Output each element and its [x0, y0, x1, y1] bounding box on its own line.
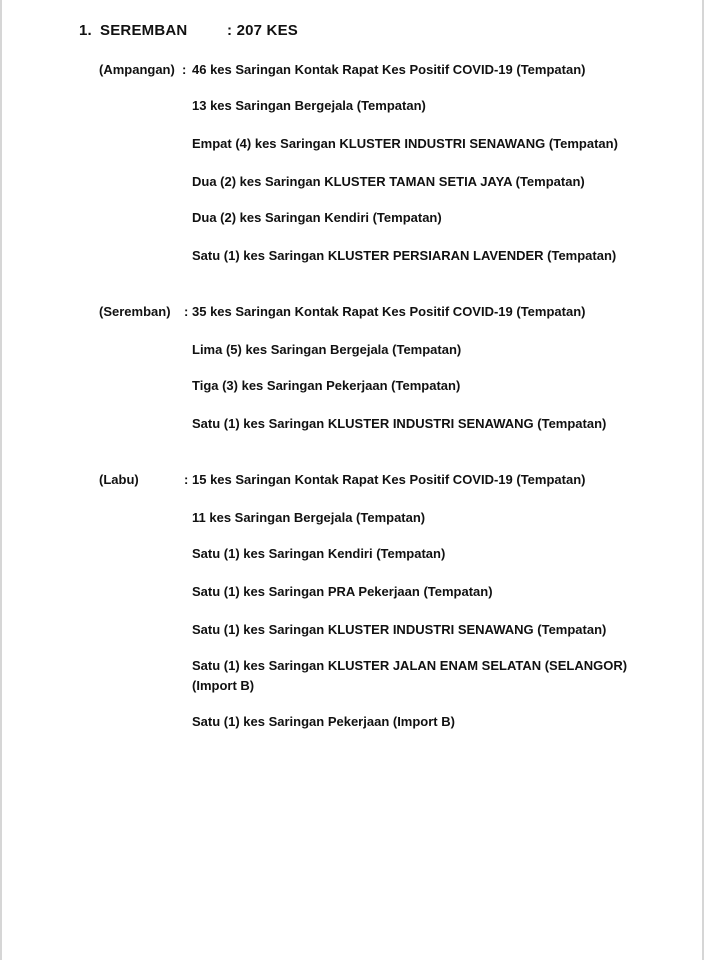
list-item: 11 kes Saringan Bergejala (Tempatan)	[192, 510, 426, 525]
list-item: 46 kes Saringan Kontak Rapat Kes Positif COVID-19 (Tempatan)	[192, 62, 586, 77]
heading-district: SEREMBAN	[100, 22, 188, 39]
list-item: Dua (2) kes Saringan KLUSTER TAMAN SETIA JAYA (Tempatan)	[192, 174, 585, 189]
heading-total: : 207 KES	[227, 22, 298, 39]
list-item: Satu (1) kes Saringan KLUSTER INDUSTRI SENAWANG (Tempatan)	[192, 622, 607, 637]
list-item: Satu (1) kes Saringan PRA Pekerjaan (Tempatan)	[192, 584, 493, 599]
area-colon: :	[184, 472, 189, 487]
heading-number: 1.	[79, 22, 92, 39]
list-item: Lima (5) kes Saringan Bergejala (Tempatan)	[192, 342, 462, 357]
list-item: 15 kes Saringan Kontak Rapat Kes Positif COVID-19 (Tempatan)	[192, 472, 586, 487]
list-item: Satu (1) kes Saringan Pekerjaan (Import B)	[192, 714, 455, 729]
area-label-ampangan: (Ampangan)	[99, 62, 175, 77]
list-item: Dua (2) kes Saringan Kendiri (Tempatan)	[192, 210, 442, 225]
area-label-seremban: (Seremban)	[99, 304, 171, 319]
list-item: Satu (1) kes Saringan Kendiri (Tempatan)	[192, 546, 446, 561]
list-item: Empat (4) kes Saringan KLUSTER INDUSTRI SENAWANG (Tempatan)	[192, 136, 618, 151]
list-item-continuation: (Import B)	[192, 678, 255, 693]
list-item: Satu (1) kes Saringan KLUSTER INDUSTRI SENAWANG (Tempatan)	[192, 416, 607, 431]
list-item: 35 kes Saringan Kontak Rapat Kes Positif COVID-19 (Tempatan)	[192, 304, 586, 319]
list-item: Tiga (3) kes Saringan Pekerjaan (Tempatan)	[192, 378, 461, 393]
list-item: Satu (1) kes Saringan KLUSTER PERSIARAN LAVENDER (Tempatan)	[192, 248, 617, 263]
area-colon: :	[184, 304, 189, 319]
list-item: Satu (1) kes Saringan KLUSTER JALAN ENAM SELATAN (SELANGOR)	[192, 658, 628, 673]
list-item: 13 kes Saringan Bergejala (Tempatan)	[192, 98, 426, 113]
area-label-labu: (Labu)	[99, 472, 139, 487]
area-colon: :	[182, 62, 187, 77]
